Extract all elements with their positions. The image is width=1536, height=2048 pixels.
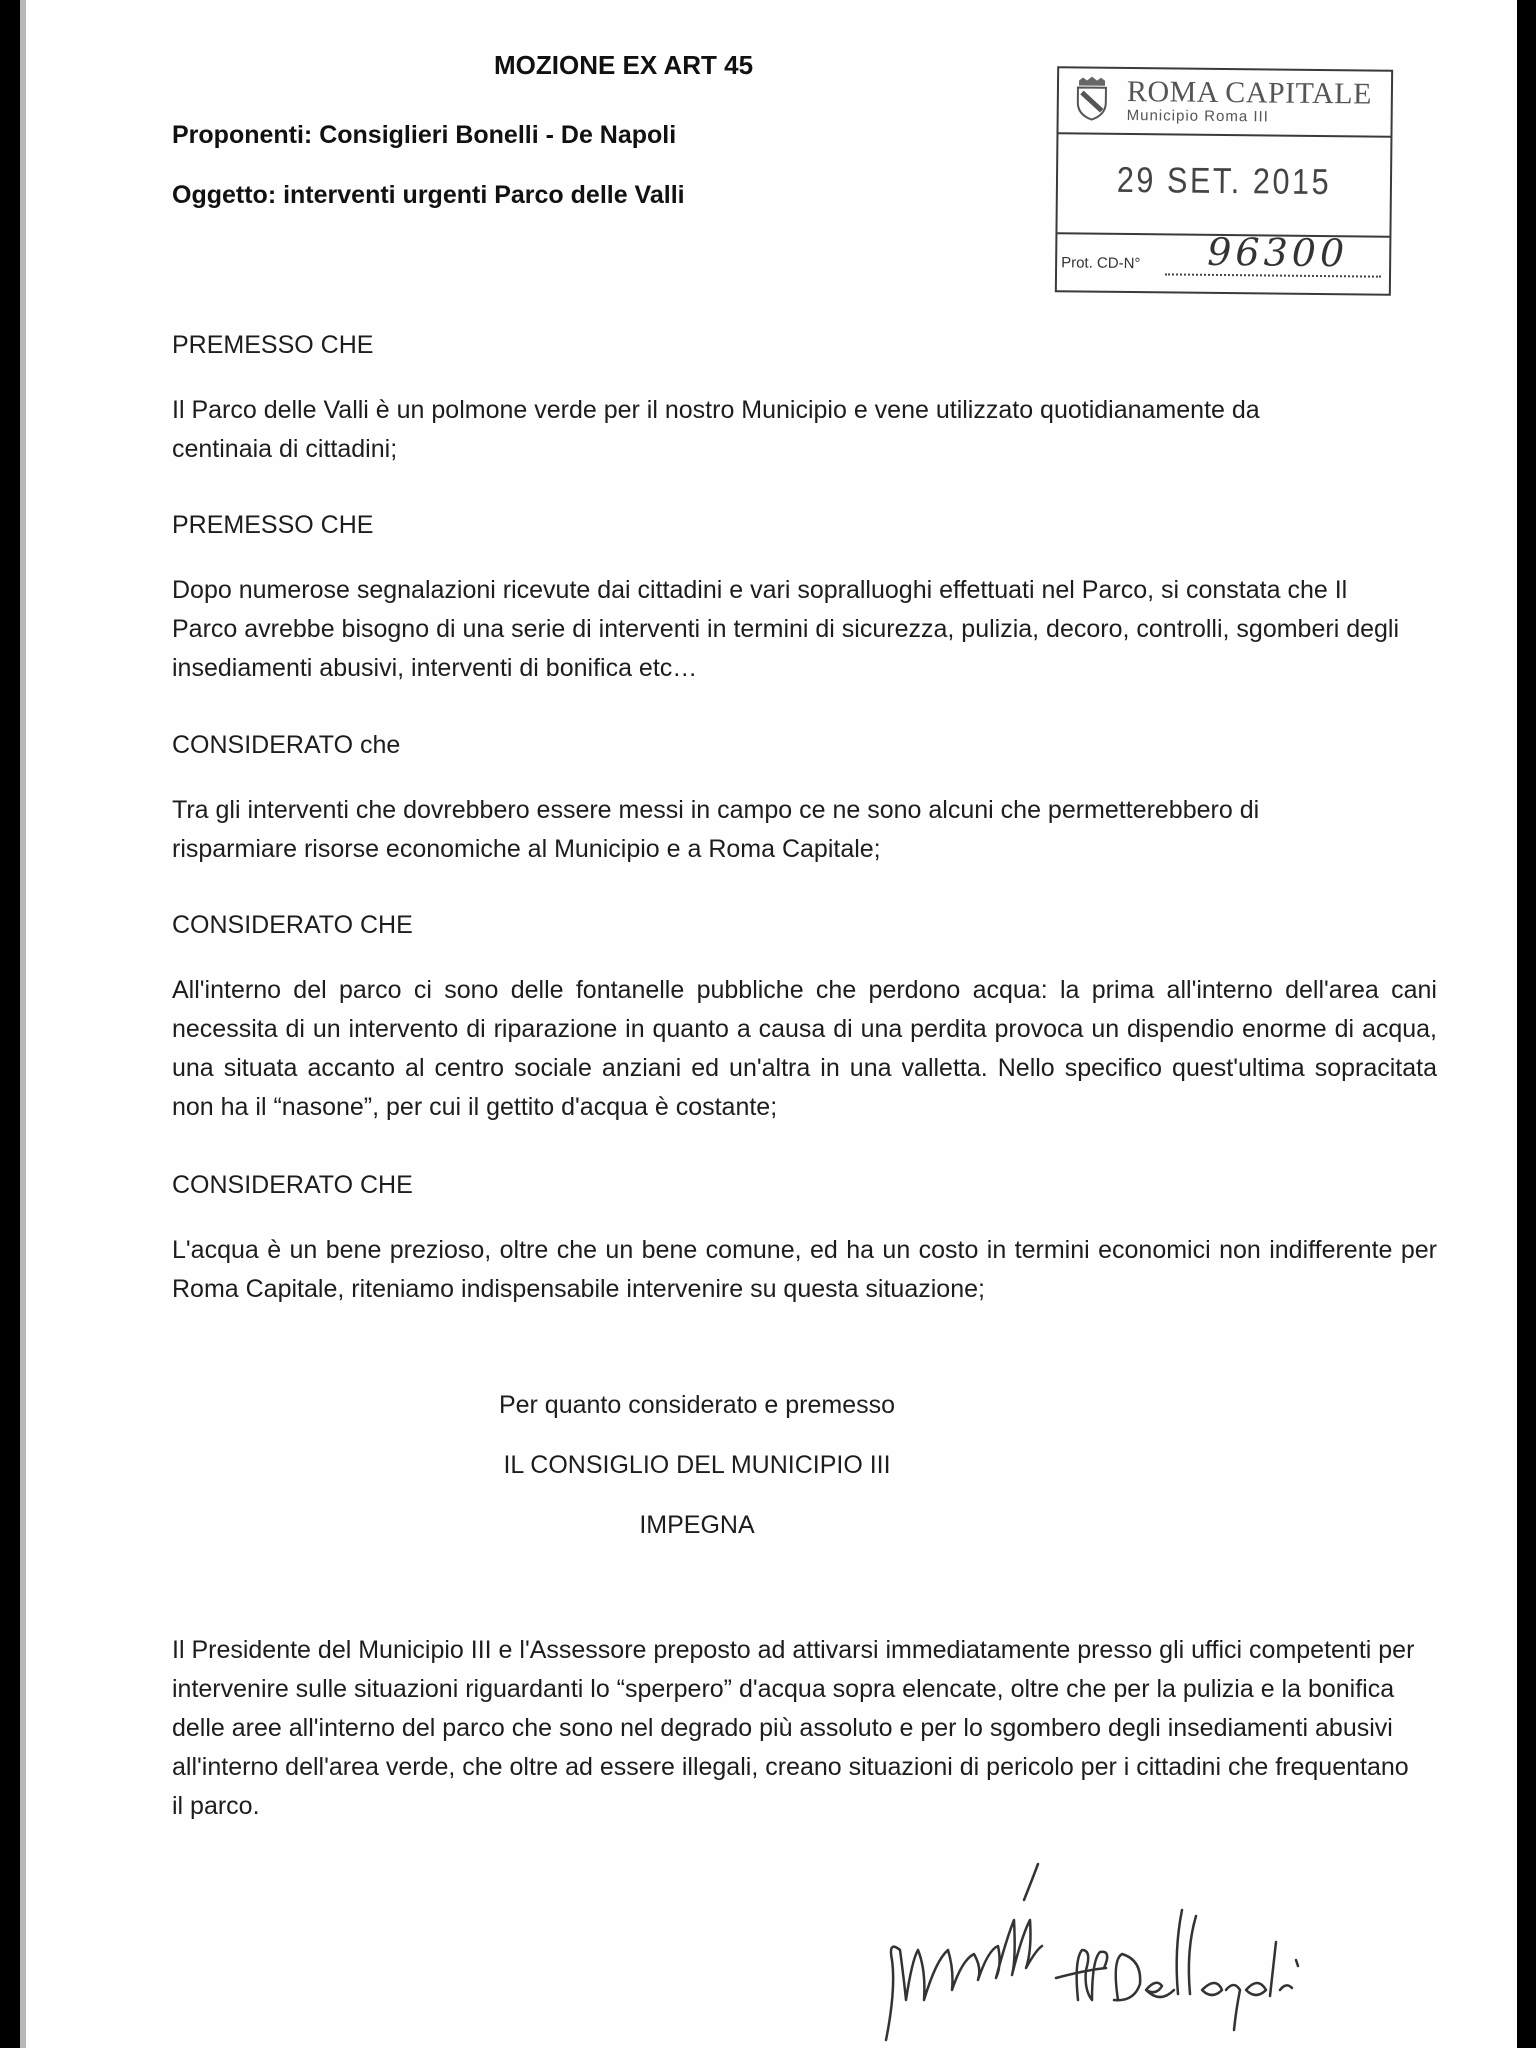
- stamp-date: 29 SET. 2015: [1116, 158, 1332, 203]
- resolution-body: IL CONSIGLIO DEL MUNICIPIO III: [503, 1451, 891, 1479]
- resolution-verb: IMPEGNA: [639, 1511, 755, 1539]
- section-text: Il Parco delle Valli è un polmone verde per il nostro Municipio e vene utilizzato quotidianamente da centinaia di cittadini;: [172, 396, 1260, 463]
- section-text: Dopo numerose segnalazioni ricevute dai cittadini e vari sopralluoghi effettuati nel Parco, si constata che Il Parco avrebbe bisogno di una serie di interventi in termini di sicurezza, pulizia, decoro, controlli, sgomberi degli insediamenti abusivi, interventi di bonifica etc…: [172, 576, 1400, 682]
- section-heading: CONSIDERATO CHE: [172, 1171, 413, 1199]
- section-heading: CONSIDERATO che: [172, 731, 401, 759]
- section-text: Tra gli interventi che dovrebbero essere messi in campo ce ne sono alcuni che permetterebbero di risparmiare risorse economiche al Municipio e a Roma Capitale;: [172, 796, 1260, 863]
- document-page: [20, 0, 1517, 2048]
- resolution-text: Il Presidente del Municipio III e l'Assessore preposto ad attivarsi immediatamente presso gli uffici competenti per intervenire sulle situazioni riguardanti lo “sperpero” d'acqua sopra elencate, oltre che per la pulizia e la bonifica delle aree all'interno del parco che sono nel degrado più assoluto e per lo sgombero degli insediamenti abusivi all'interno dell'area verde, che oltre ad essere illegali, creano situazioni di pericolo per i cittadini che frequentano il parco.: [172, 1636, 1415, 1820]
- resolution-preamble: Per quanto considerato e premesso: [498, 1391, 896, 1419]
- section-heading: PREMESSO CHE: [172, 331, 374, 359]
- signature-bonelli: [886, 1864, 1042, 2040]
- protocol-stamp: [1055, 66, 1393, 296]
- handwritten-signatures: [856, 1850, 1376, 2048]
- proponents-line: Proponenti: Consiglieri Bonelli - De Napoli: [172, 121, 677, 149]
- section-heading: CONSIDERATO CHE: [172, 911, 413, 939]
- stamp-sub-organization: Municipio Roma III: [1126, 106, 1269, 126]
- stamp-protocol-row: [1057, 229, 1390, 293]
- coat-of-arms-icon: [1075, 76, 1109, 120]
- stamp-organization: ROMA CAPITALE: [1126, 74, 1373, 111]
- section-heading: PREMESSO CHE: [172, 511, 374, 539]
- signature-de-napoli: [1056, 1910, 1298, 2030]
- subject-line: Oggetto: interventi urgenti Parco delle Valli: [172, 181, 685, 209]
- protocol-label: Prot. CD-N°: [1061, 254, 1141, 273]
- document-title: MOZIONE EX ART 45: [494, 50, 754, 80]
- section-text: L'acqua è un bene prezioso, oltre che un bene comune, ed ha un costo in termini economici non indifferente per Roma Capitale, riteniamo indispensabile intervenire su questa situazione;: [172, 1236, 1437, 1303]
- section-text: All'interno del parco ci sono delle fontanelle pubbliche che perdono acqua: la prima all'interno dell'area cani necessita di un intervento di riparazione in quanto a causa di una perdita provoca un dispendio enorme di acqua, una situata accanto al centro sociale anziani ed un'altra in una valletta. Nello specifico quest'ultima sopracitata non ha il “nasone”, per cui il gettito d'acqua è costante;: [172, 976, 1437, 1121]
- stamp-header: [1058, 68, 1391, 137]
- protocol-number: 96300: [1207, 229, 1349, 276]
- stamp-date-row: [1057, 132, 1390, 237]
